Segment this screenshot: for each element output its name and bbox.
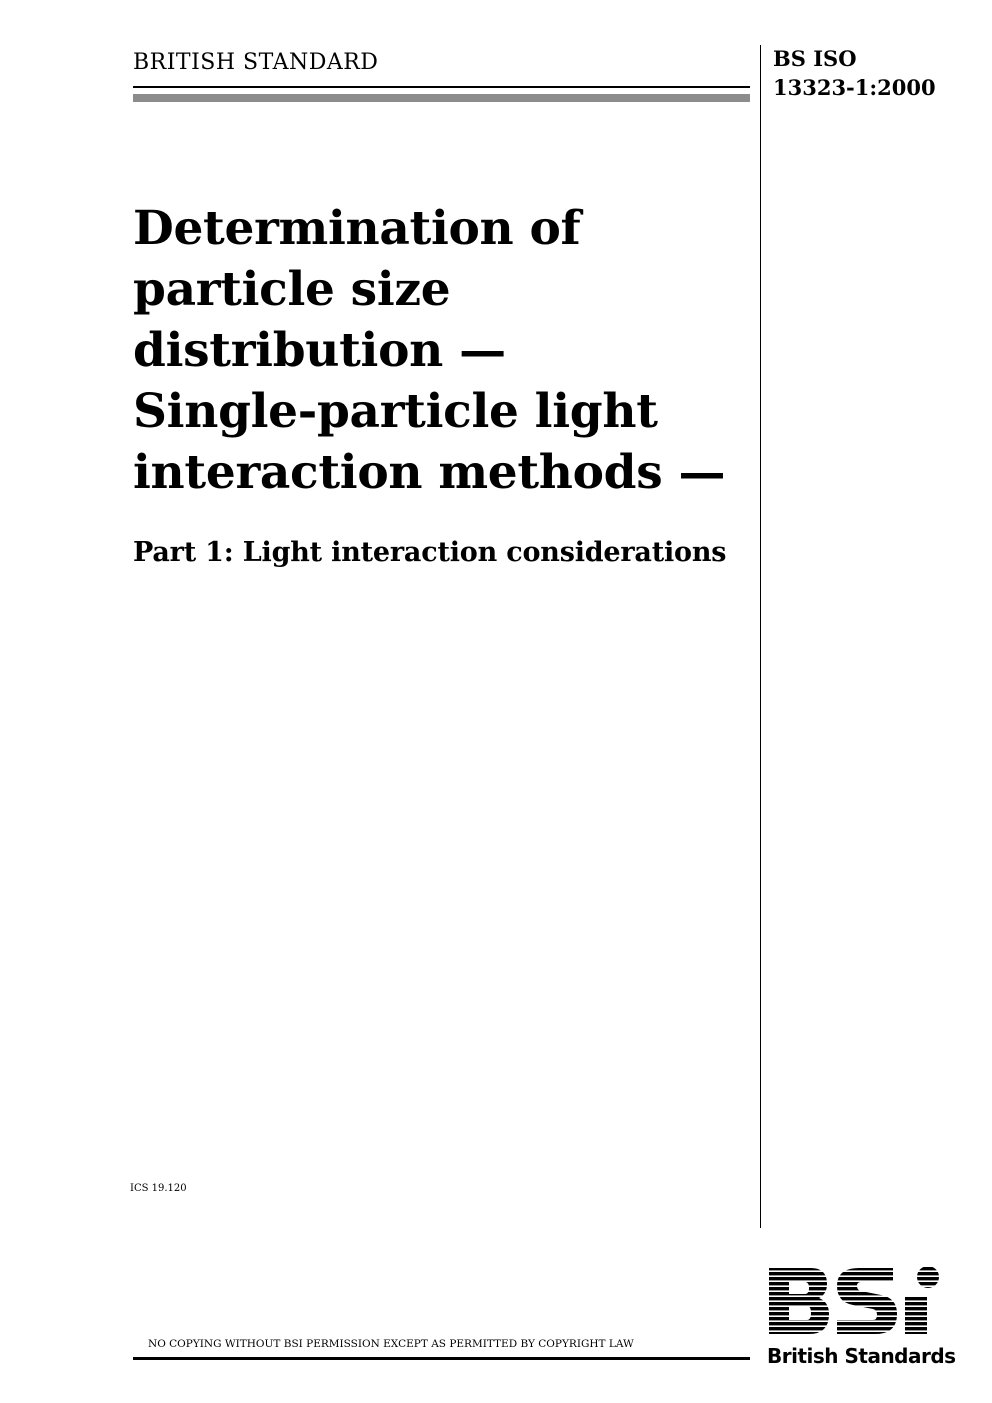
title-line: particle size <box>133 262 451 317</box>
ics-code: ICS 19.120 <box>130 1183 187 1194</box>
vertical-divider <box>760 45 761 1228</box>
document-category-label: BRITISH STANDARD <box>133 50 379 75</box>
bsi-logo-text: British Standards <box>767 1344 956 1368</box>
bsi-logo-mark <box>765 1262 945 1342</box>
title-line: Single-particle light <box>133 384 658 439</box>
standard-number-line1: BS ISO <box>773 46 857 71</box>
part-title: Part 1: Light interaction considerations <box>133 537 727 568</box>
title-line: interaction methods — <box>133 445 726 500</box>
header-rule-thin <box>133 86 750 88</box>
standard-number-line2: 13323-1:2000 <box>773 75 936 100</box>
title-line: Determination of <box>133 201 581 256</box>
standard-number <box>773 44 936 102</box>
title-line: distribution — <box>133 323 506 378</box>
document-title <box>133 198 743 503</box>
footer-rule <box>133 1357 750 1360</box>
header-rule-bar <box>133 94 750 102</box>
copyright-notice: NO COPYING WITHOUT BSI PERMISSION EXCEPT AS PERMITTED BY COPYRIGHT LAW <box>148 1338 634 1350</box>
